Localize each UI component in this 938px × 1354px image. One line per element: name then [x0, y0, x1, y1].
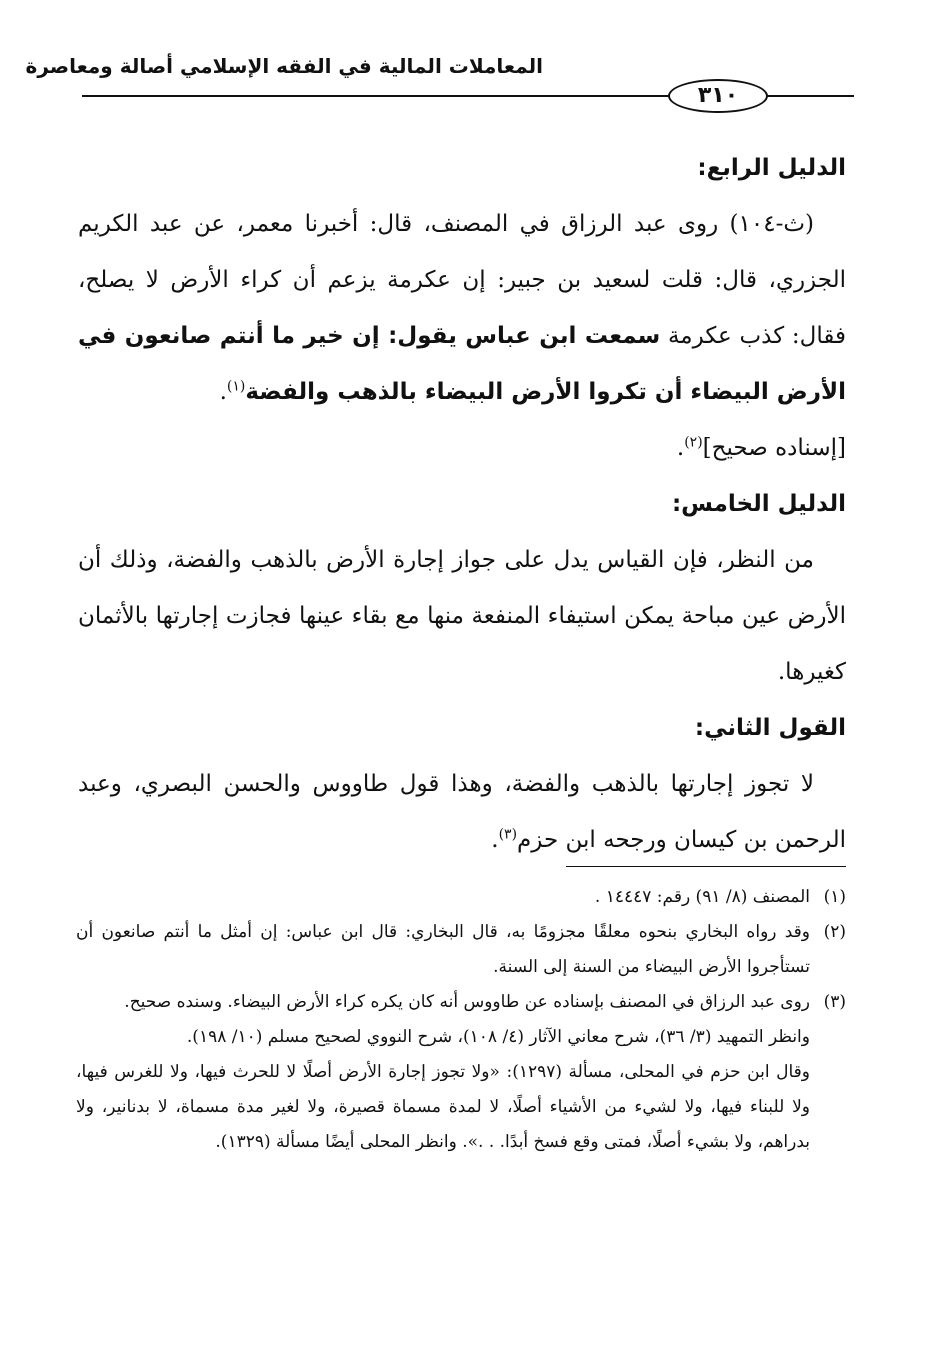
- footnote-separator: [566, 866, 846, 867]
- running-header-title: المعاملات المالية في الفقه الإسلامي أصالة ومعاصرة: [25, 54, 543, 78]
- footnote-ref-1[interactable]: (١): [226, 378, 246, 395]
- footnote-text: وانظر التمهيد (٣/ ٣٦)، شرح معاني الآثار (٤/ ١٠٨)، شرح النووي لصحيح مسلم (١٠/ ١٩٨).: [186, 1027, 810, 1047]
- paragraph-analogy: من النظر، فإن القياس يدل على جواز إجارة الأرض بالذهب والفضة، وذلك أن الأرض عين مباحة يمكن استيفاء المنفعة منها مع بقاء عينها فجازت إجارتها بالأثمان كغيرها.: [78, 547, 846, 685]
- page-number: ٣١٠: [668, 79, 768, 113]
- narration-quote: سمعت ابن عباس يقول: إن خير ما أنتم صانعون في الأرض البيضاء أن تكروا الأرض البيضاء بالذهب والفضة: [78, 323, 846, 405]
- footnote-1: [76, 880, 846, 915]
- isnad-grading: [إسناده صحيح]$^{(٢)}$.: [676, 434, 846, 461]
- footnote-number: (١): [823, 887, 846, 907]
- heading-second-opinion: القول الثاني:: [694, 715, 846, 741]
- paragraph-narration: (ث-١٠٤) روى عبد الرزاق في المصنف، قال: أخبرنا معمر، عن عبد الكريم الجزري، قال: قلت لسعيد بن جبير: إن عكرمة يزعم أن كراء الأرض لا يصلح، فقال: كذب عكرمة سمعت ابن عباس يقول: إن خير ما أنتم صانعون في الأرض البيضاء أن تكروا الأرض البيضاء بالذهب والفضة$^{(١)}$.: [78, 211, 846, 405]
- heading-fourth-evidence: الدليل الرابع:: [697, 155, 846, 181]
- narration-text: (ث-١٠٤) روى عبد الرزاق في المصنف، قال: أخبرنا معمر، عن عبد الكريم الجزري، قال: قلت لسعيد بن جبير: إن عكرمة يزعم أن كراء الأرض لا يصلح، فقال: كذب عكرمة: [78, 211, 846, 349]
- footnote-2: [76, 915, 846, 985]
- footnotes: [76, 880, 846, 1160]
- footnote-number: (٣): [823, 992, 846, 1012]
- footnote-text: وقد رواه البخاري بنحوه معلقًا مجزومًا به، قال البخاري: قال ابن عباس: إن أمثل ما أنتم صانعون أن تستأجروا الأرض البيضاء من السنة إلى السنة.: [76, 922, 810, 977]
- footnote-text: روى عبد الرزاق في المصنف بإسناده عن طاووس أنه كان يكره كراء الأرض البيضاء. وسنده صحيح.: [124, 992, 810, 1012]
- heading-fifth-evidence: الدليل الخامس:: [671, 491, 846, 517]
- footnote-text: وقال ابن حزم في المحلى، مسألة (١٢٩٧): «ولا تجوز إجارة الأرض أصلًا لا للحرث فيها، ولا للغرس فيها، ولا للبناء فيها، ولا لشيء من الأشياء أصلًا، لا لمدة مسماة قصيرة، ولا لغير مدة مسماة، لا بدنانير، ولا بدراهم، ولا بشيء أصلًا، فمتى وقع فسخ أبدًا. . .». وانظر المحلى أيضًا مسألة (١٣٢٩).: [76, 1062, 810, 1152]
- header-rule: [82, 95, 672, 97]
- footnote-3: [76, 985, 846, 1160]
- main-text: [78, 140, 846, 868]
- footnote-text: المصنف (٨/ ٩١) رقم: ١٤٤٤٧ .: [594, 887, 810, 907]
- footnote-ref-2[interactable]: (٢): [684, 434, 703, 451]
- footnote-number: (٢): [823, 922, 846, 942]
- header-rule: [764, 95, 854, 97]
- paragraph-second-opinion: لا تجوز إجارتها بالذهب والفضة، وهذا قول طاووس والحسن البصري، وعبد الرحمن بن كيسان ورجحه ابن حزم$^{(٣)}$.: [78, 771, 846, 853]
- footnote-ref-3[interactable]: (٣): [498, 826, 518, 843]
